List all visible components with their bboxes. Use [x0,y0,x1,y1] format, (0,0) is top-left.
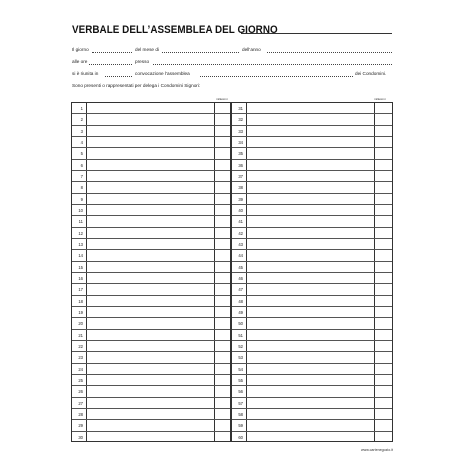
table-row[interactable] [72,341,230,352]
attendance-table [71,102,393,442]
table-block-right [231,102,393,442]
table-row[interactable] [72,330,230,341]
row-number: 24 [78,366,83,372]
table-row[interactable] [72,239,230,250]
row-number: 5 [80,151,83,157]
row-number: 3 [80,128,83,134]
table-row[interactable] [232,398,392,409]
row-number: 22 [78,344,83,349]
form-label-anno: dell’anno [242,47,261,52]
table-row[interactable] [72,318,230,329]
page-title: VERBALE DELL’ASSEMBLEA DEL GIORNO [72,24,278,36]
table-row[interactable] [72,228,230,239]
table-row[interactable] [72,432,230,443]
row-number: 29 [78,423,83,429]
form-label-assemblea: convocazione l’assemblea [135,71,190,76]
footer-url: www.cartenegozio.it [361,448,393,452]
table-row[interactable] [72,182,230,193]
table-row[interactable] [232,137,392,148]
table-row[interactable] [232,364,392,375]
row-number: 50 [238,321,243,327]
row-number: 2 [80,117,83,123]
row-number: 35 [238,151,243,157]
row-number: 25 [78,378,83,383]
table-row[interactable] [232,205,392,216]
row-number: 51 [238,332,243,338]
table-row[interactable] [72,375,230,386]
row-number: 12 [78,230,83,236]
row-number: 53 [238,355,243,361]
table-row[interactable] [232,171,392,182]
form-label-condomini: dei Condomini. [355,71,387,76]
table-row[interactable] [232,341,392,352]
row-number: 39 [238,196,243,202]
table-row[interactable] [72,126,230,137]
row-number: 38 [238,185,243,191]
row-number: 49 [238,310,243,315]
table-row[interactable] [72,262,230,273]
row-number: 46 [238,276,243,281]
table-row[interactable] [232,228,392,239]
row-number: 36 [238,162,243,168]
table-row[interactable] [232,250,392,261]
table-row[interactable] [72,273,230,284]
row-number: 23 [78,355,83,361]
row-number: 7 [80,174,83,179]
row-number: 10 [78,208,83,213]
row-number: 57 [238,400,243,406]
form-label-presenti: Sono presenti o rappresentati per delega i Condomini Signori: [72,83,201,88]
table-row[interactable] [72,352,230,363]
row-number: 17 [78,287,83,293]
form-label-presso: presso [135,59,150,64]
table-row[interactable] [72,284,230,295]
row-number: 52 [238,344,243,349]
table-row[interactable] [232,375,392,386]
table-row[interactable] [232,239,392,250]
table-row[interactable] [232,273,392,284]
form-label-ore: alle ore [72,59,88,64]
table-row[interactable] [232,160,392,171]
table-row[interactable] [72,114,230,125]
row-number: 47 [238,287,243,293]
table-row[interactable] [232,114,392,125]
row-number: 8 [80,185,83,191]
table-row[interactable] [232,420,392,431]
row-number: 44 [238,253,243,259]
row-number: 59 [238,423,243,429]
table-row[interactable] [72,194,230,205]
row-number: 27 [78,400,83,406]
table-row[interactable] [232,126,392,137]
table-row[interactable] [72,296,230,307]
table-row[interactable] [72,148,230,159]
table-row[interactable] [232,194,392,205]
row-number: 14 [78,253,83,259]
anno-field[interactable] [267,52,392,53]
row-number: 4 [80,140,83,145]
row-number: 1 [80,106,83,111]
row-number: 37 [238,174,243,179]
table-row[interactable] [232,296,392,307]
row-number: 6 [80,162,83,168]
table-row[interactable] [232,318,392,329]
row-number: 48 [238,298,243,304]
row-number: 26 [78,389,83,395]
table-row[interactable] [72,216,230,227]
col-header-millesimi-right: millesimi [374,97,386,101]
table-row[interactable] [72,250,230,261]
row-number: 13 [78,242,83,247]
row-number: 60 [238,434,243,440]
row-number: 54 [238,366,243,372]
table-row[interactable] [72,409,230,420]
row-number: 45 [238,264,243,270]
row-number: 21 [78,332,83,338]
row-number: 41 [238,219,243,225]
row-number: 20 [78,321,83,327]
row-number: 11 [78,219,83,225]
table-row[interactable] [232,307,392,318]
mese-field[interactable] [162,52,239,53]
assemblea-field[interactable] [200,76,353,77]
row-number: 30 [78,434,83,440]
table-row[interactable] [232,216,392,227]
table-row[interactable] [72,103,230,114]
row-number: 56 [238,389,243,395]
table-row[interactable] [232,262,392,273]
table-row[interactable] [232,409,392,420]
row-number: 55 [238,378,243,383]
row-number: 31 [238,106,243,111]
table-row[interactable] [232,103,392,114]
giorno-field[interactable] [92,52,132,53]
form-label-giorno: Il giorno [72,47,89,52]
table-row[interactable] [72,137,230,148]
row-number: 19 [78,310,83,315]
row-number: 15 [78,264,83,270]
row-number: 28 [78,412,83,417]
table-row[interactable] [72,307,230,318]
table-row[interactable] [232,284,392,295]
table-row[interactable] [72,160,230,171]
ore-field[interactable] [89,64,132,65]
table-row[interactable] [72,398,230,409]
table-row[interactable] [72,420,230,431]
table-row[interactable] [232,182,392,193]
table-row[interactable] [72,386,230,397]
table-row[interactable] [72,171,230,182]
table-block-left [71,102,231,442]
presso-field[interactable] [153,64,392,65]
row-number: 16 [78,276,83,281]
table-row[interactable] [232,352,392,363]
convocazione-field[interactable] [105,76,132,77]
table-row[interactable] [72,205,230,216]
form-label-mese: del mese di [135,47,159,52]
form-label-riunita: si è riunita in [72,71,99,76]
row-number: 9 [80,196,83,202]
row-number: 33 [238,128,243,134]
table-row[interactable] [232,432,392,443]
table-row[interactable] [72,364,230,375]
row-number: 18 [78,298,83,304]
row-number: 40 [238,208,243,213]
row-number: 32 [238,117,243,123]
date-fill-line[interactable] [241,33,392,34]
table-row[interactable] [232,148,392,159]
row-number: 42 [238,230,243,236]
table-row[interactable] [232,330,392,341]
row-number: 34 [238,140,243,145]
row-number: 58 [238,412,243,417]
row-number: 43 [238,242,243,247]
table-row[interactable] [232,386,392,397]
col-header-millesimi-left: millesimi [216,97,228,101]
